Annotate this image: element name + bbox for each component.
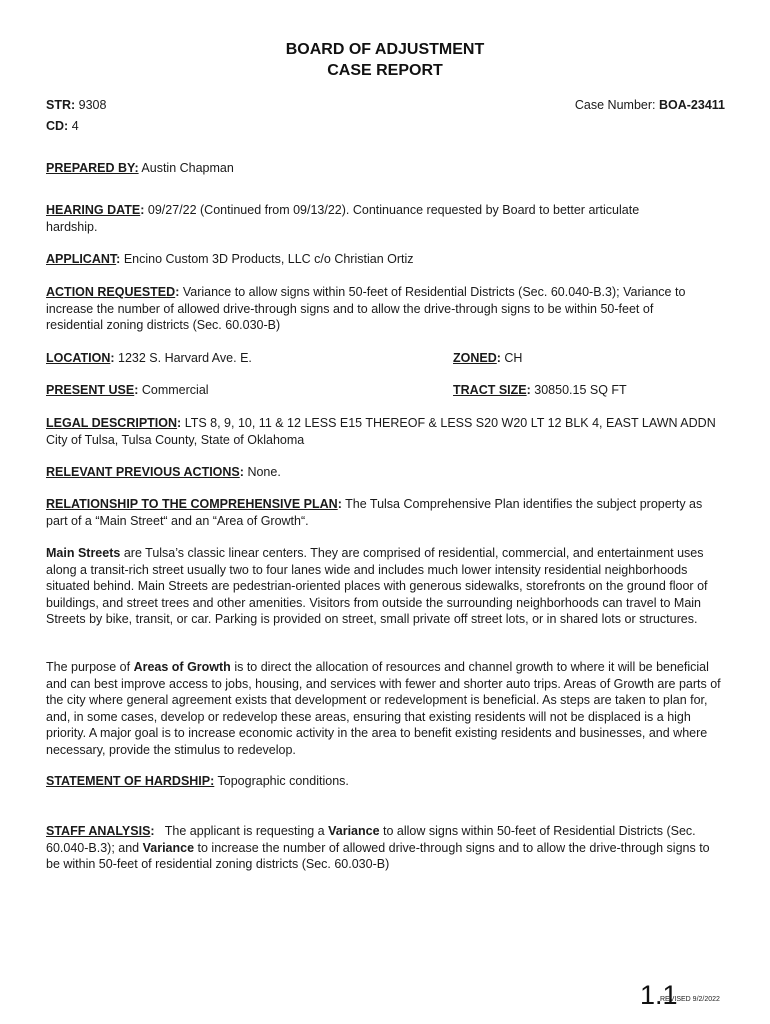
zoned-line [453,350,522,367]
staff-analysis-variance-1: Variance [328,824,380,838]
zoned-value: CH [504,351,523,365]
applicant-value: Encino Custom 3D Products, LLC c/o Christian Ortiz [123,252,414,266]
report-title [0,39,770,81]
tract-size-colon: : [526,383,531,397]
applicant-label: APPLICANT [46,252,117,266]
staff-analysis-label: STAFF ANALYSIS [46,824,151,838]
main-streets-paragraph [46,545,726,628]
present-use-colon: : [134,383,139,397]
applicant-section [46,251,726,268]
present-use-value: Commercial [141,383,209,397]
legal-description-colon: : [177,416,182,430]
staff-analysis-section [46,823,716,873]
prepared-by-value: Austin Chapman [141,161,234,175]
present-use-line [46,382,209,399]
action-requested-colon: : [175,285,180,299]
staff-analysis-text-1: The applicant is requesting a [164,824,325,838]
comprehensive-plan-colon: : [337,497,342,511]
revised-date: REVISED 9/2/2022 [660,996,720,1003]
location-label: LOCATION [46,351,111,365]
relevant-previous-actions-label: RELEVANT PREVIOUS ACTIONS [46,465,240,479]
action-requested-section [46,284,706,334]
tract-size-value: 30850.15 SQ FT [534,383,627,397]
str-value: 9308 [78,98,107,112]
location-line [46,350,252,367]
staff-analysis-variance-2: Variance [142,840,195,855]
case-number-line [575,97,725,114]
str-line [46,97,106,114]
areas-of-growth-intro: The purpose of [46,660,131,674]
prepared-by-label: PREPARED BY: [46,161,139,175]
title-case-report: CASE REPORT [327,62,443,79]
main-streets-text: are Tulsa’s classic linear centers. They are comprised of residential, commercial, and entertainment uses along a transit-rich street usually two to four lanes wide and includes much lower intensity residential neighborhoods situated behind. Main Streets are pedestrian-oriented places with generous sidewalks, storefronts on the ground floor of buildings, and street trees and other amenities. Visitors from outside the surrounding neighborhoods can travel to Main Streets by bike, transit, or car. Parking is provided on street, small private off street lots, or in shared lots or structures. [46,546,708,626]
page-number: 1.1 [640,980,678,1010]
legal-description-label: LEGAL DESCRIPTION [46,416,178,430]
comprehensive-plan-value: The Tulsa Comprehensive Plan identifies the subject property as part of a “Main Street“ and an “Area of Growth“. [46,497,703,528]
hearing-date-value: 09/27/22 (Continued from 09/13/22). Continuance requested by Board to better articulate hardship. [46,203,640,234]
tract-size-label: TRACT SIZE [453,383,527,397]
statement-of-hardship-line [46,773,726,790]
legal-description-value: LTS 8, 9, 10, 11 & 12 LESS E15 THEREOF & LESS S20 W20 LT 12 BLK 4, EAST LAWN ADDN City of Tulsa, Tulsa County, State of Oklahoma [46,416,716,447]
tract-size-line [453,382,627,399]
location-value: 1232 S. Harvard Ave. E. [118,351,252,365]
legal-description-section [46,415,716,448]
cd-label: CD: [46,119,69,133]
staff-analysis-text-3: to increase the number of allowed drive-through signs and to allow the drive-through signs to be within 50-feet of residential zoning districts (Sec. 60.030-B) [46,840,710,871]
statement-of-hardship-value: Topographic conditions. [217,774,349,788]
action-requested-value: Variance to allow signs within 50-feet of Residential Districts (Sec. 60.040-B.3); Variance to increase the number of allowed drive-through signs and to allow the drive-through signs to be within 50-feet of residential zoning districts (Sec. 60.030-B) [46,285,686,332]
cd-line [46,118,79,135]
cd-value: 4 [71,119,79,133]
areas-of-growth-term: Areas of Growth [133,660,231,674]
staff-analysis-text-2: to allow signs within 50-feet of Residential Districts (Sec. 60.040-B.3); and [46,824,696,855]
relevant-previous-actions-colon: : [239,465,244,479]
case-number-value: BOA-23411 [658,98,725,112]
action-requested-label: ACTION REQUESTED [46,285,176,299]
zoned-label: ZONED [453,351,497,365]
main-streets-term: Main Streets [46,546,121,560]
applicant-colon: : [116,252,121,266]
hearing-date-label: HEARING DATE [46,203,141,217]
str-label: STR: [46,98,76,112]
comprehensive-plan-section [46,496,711,529]
case-number-label: Case Number: [574,98,656,112]
zoned-colon: : [496,351,501,365]
location-colon: : [110,351,115,365]
comprehensive-plan-label: RELATIONSHIP TO THE COMPREHENSIVE PLAN [46,497,338,511]
relevant-previous-actions-line [46,464,726,481]
statement-of-hardship-label: STATEMENT OF HARDSHIP: [46,774,215,788]
hearing-date-section [46,202,656,235]
staff-analysis-colon: : [150,824,155,838]
present-use-label: PRESENT USE [46,383,135,397]
areas-of-growth-text: is to direct the allocation of resources and channel growth to where it will be beneficial and can best improve access to jobs, housing, and services with fewer and shorter auto trips. Areas of Growth are parts of the city where general agreement exists that development or redevelopment is beneficial. As steps are taken to plan for, and, in some cases, develop or redevelop these areas, ensuring that existing residents will not be displaced is a high priority. A major goal is to increase economic activity in the area to benefit existing residents and businesses, and where necessary, provide the stimulus to redevelop. [46,660,721,757]
areas-of-growth-paragraph [46,659,726,758]
prepared-by-line [46,160,726,177]
title-board-of-adjustment: BOARD OF ADJUSTMENT [285,41,485,58]
relevant-previous-actions-value: None. [247,465,281,479]
hearing-date-colon: : [140,203,145,217]
